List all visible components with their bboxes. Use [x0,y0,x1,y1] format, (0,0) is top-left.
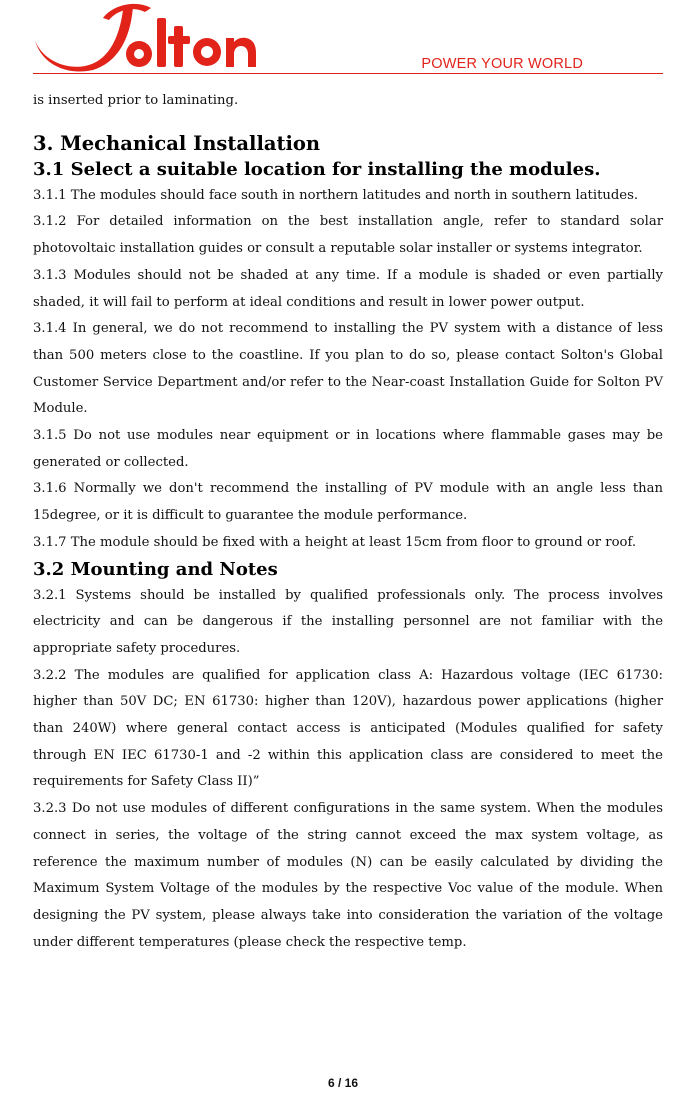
continuation-text: is inserted prior to laminating. [33,93,239,108]
paragraph: 3.2.2 The modules are qualified for application class A: Hazardous voltage (IEC 61730: higher than 50V DC; EN 61730: higher than 120V), hazardous power applications (higher than 240W) where general contact access is anticipated (Modules qualified for safety through EN IEC 61730-1 and -2 within this application class are considered to meet the requirements for Safety Class II)” [33,667,663,790]
page-number: 6 / 16 [327,1076,359,1090]
paragraph: 3.2.3 Do not use modules of different configurations in the same system. When the modules connect in series, the voltage of the string cannot exceed the max system voltage, as reference the maximum number of modules (N) can be easily calculated by dividing the Maximum System Voltage of the modules by the respective Voc value of the module. When designing the PV system, please always take into consideration the variation of the voltage under different temperatures (please check the respective temp. [33,801,663,950]
paragraph: 3.1.5 Do not use modules near equipment or in locations where flammable gases may be generated or collected. [33,428,663,470]
paragraph: 3.1.2 For detailed information on the best installation angle, refer to standard solar photovoltaic installation guides or consult a reputable solar installer or systems integrator. [33,214,663,257]
paragraph: 3.1.1 The modules should face south in northern latitudes and north in southern latitudes. [33,187,639,203]
subsection-heading: 3.2 Mounting and Notes [33,558,278,580]
paragraph: 3.1.3 Modules should not be shaded at any time. If a module is shaded or even partially shaded, it will fail to perform at ideal conditions and result in lower power output. [33,267,663,310]
document-body [33,88,663,956]
paragraph: 3.1.4 In general, we do not recommend to installing the PV system with a distance of less than 500 meters close to the coastline. If you plan to do so, please contact Solton's Global Customer Service Department and/or refer to the Near-coast Installation Guide for Solton PV Module. [33,321,663,417]
section-heading: 3. Mechanical Installation [33,131,321,155]
solton-logo [33,0,263,72]
header-divider [33,73,663,74]
subsection-heading: 3.1 Select a suitable location for installing the modules. [33,158,601,180]
paragraph: 3.1.7 The module should be fixed with a height at least 15cm from floor to ground or roof. [33,534,637,550]
paragraph: 3.1.6 Normally we don't recommend the installing of PV module with an angle less than 15degree, or it is difficult to guarantee the module performance. [33,481,663,524]
page-header [33,0,663,74]
paragraph: 3.2.1 Systems should be installed by qualified professionals only. The process involves electricity and can be dangerous if the installing personnel are not familiar with the appropriate safety procedures. [33,587,663,656]
company-tagline: POWER YOUR WORLD [421,56,583,72]
